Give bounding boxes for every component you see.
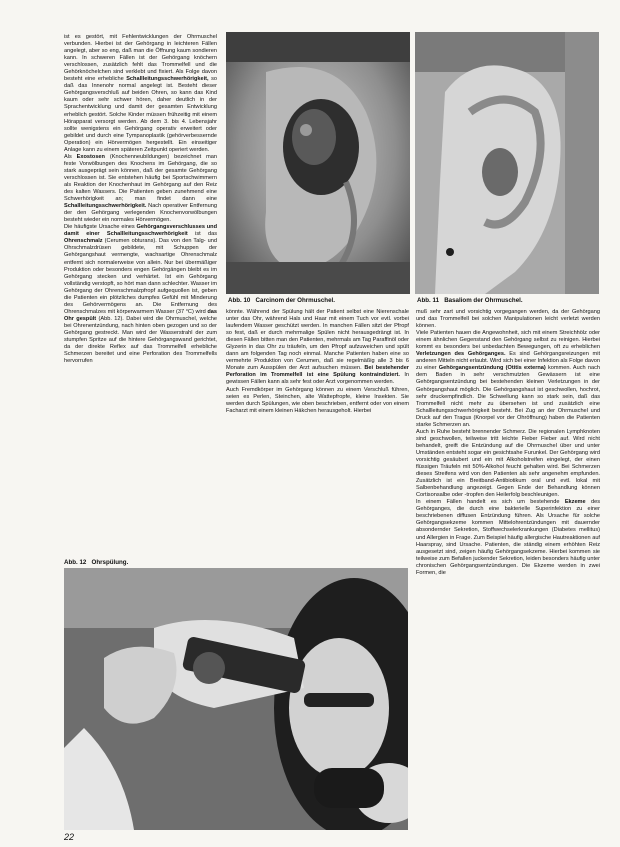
paragraph: muß sehr zart und vorsichtig vorgegangen werden, da der Gehörgang und das Trommelfell bei solchen Manipulationen leicht verletzt werden können. xyxy=(416,309,600,330)
paragraph: ist es gestört, mit Fehlentwicklungen der Ohrmuschel verbunden. Hierbei ist der Gehörgang in leichteren Fällen angelegt, aber so eng, daß man die Öffnung kaum sondieren kann. In schweren Fällen ist der Gehörgang knöchern verschlossen, zusätzlich fehlt das Trommelfell und die Gehörknöchelchen sind verklebt und fixiert. Als Folge davon besteht eine erhebliche Schallleitungsschwerhörigkeit, so daß das Innenohr normal angelegt ist. Besteht dieser Gehörgangsverschluß auf beiden Ohren, so kann das Kind kaum oder sehr schwer hören, daher deutlich in der Sprachentwicklung und damit der gesamten Entwicklung erheblich gestört. Solche Kinder müssen frühzeitig mit einem Hörapparat versorgt werden. Ab dem 3. bis 4. Lebensjahr sollte wenigstens ein Gehörgang operativ erweitert oder gebildet und durch eine Tympanoplastik (gehörverbessernde Operation) ein Hörvermögen hergestellt. Ein einseitiger Anlage kann zu einem späteren Zeitpunkt operiert werden. xyxy=(64,34,217,153)
ear-basalioma-image xyxy=(415,32,599,294)
text-column-2 xyxy=(226,309,409,559)
ear-irrigation-image xyxy=(64,568,408,830)
paragraph: In einem Fällen handelt es sich um bestehende Ekzeme des Gehörganges, die durch eine bakterielle Superinfektion zu einer beschriebenen diffusen Entzündung führen. Als Ursache für solche Gehörgangsekzeme kommen Mittelohrentzündungen mit dauernder absondernder Sekretion, Stoffwechselerkrankungen (Diabetes mellitus) und Allergien in Frage. Zum Beispiel häufig allergische Hautreaktionen auf Haarspray, sind Ursache. Patienten, die ständig einem erhöhten Reiz ausgesetzt sind, zeigen häufig Gehörgangsekzeme. Hierbei kommen sie teilweise zum Befallen juckender Sekretion, leiden besonders häufig unter chronischen Gehörgangsentzündungen. Die Ekzeme werden in zwei Formen, die xyxy=(416,499,600,576)
ear-carcinoma-image xyxy=(226,32,410,294)
paragraph: Als Exostosen (Knochenneubildungen) bezeichnet man feste Vorwölbungen des Knochens im Gehörgang, die so stark ausgeprägt sein können, daß der gesamte Gehörgang verschlossen ist. Sie entstehen häufig bei Sportschwimmern als Reaktion der Knochenhaut im Gehörgang auf den Reiz des kalten Wassers. Die Patienten geben zunehmend eine Schwerhörigkeit an; man findet dann eine Schallleitungsschwerhörigkeit. Nach operativer Entfernung der den Gehörgang verlegenden Knochenvorwölbungen besteht wieder ein normales Hörvermögen. xyxy=(64,153,217,224)
text-column-3 xyxy=(416,309,600,835)
paragraph: Viele Patienten hauen die Angewohnheit, sich mit einem Streichhölz oder einem ähnlichen Gegenstand den Gehörgang selbst zu reinigen. Hierbei kommt es besonders bei unbedachten Bewegungen, oft zu erheblichen Verletzungen des Gehörganges. Es sind Gehörgangsreizungen mit anderen Mitteln nicht erlaubt. Wird sich bei einer Infektion als Folge davon zu einer Gehörgangsentzündung (Otitis externa) kommen. Auch nach dem Baden in sehr verschmutzten Gewässern ist eine Gehörgangsentzündung bei bestehenden kleinen Verletzungen in der Gehörgangshaut möglich. Die Gehörgangshaut ist geschwollen, hochrot, sehr druckempfindlich. Die Schwellung kann so stark sein, daß das Trommelfell nicht mehr zu übersehen ist und zusätzlich eine Schallleitungsschwerhörigkeit besteht. Bei Zug an der Ohrmuschel und Druck auf den Tragus (Knorpel vor der Ohröffnung) haben die Patienten starke Schmerzen an. xyxy=(416,330,600,428)
text-column-1 xyxy=(64,34,217,558)
figure-12-caption: Abb. 12 Ohrspülung. xyxy=(64,559,129,566)
photo-ear-basalioma xyxy=(415,32,599,294)
photo-ear-carcinoma xyxy=(226,32,410,294)
paragraph: Auch in Ruhe besteht brennender Schmerz. Die regionalen Lymphknoten sind geschwollen, teilweise tritt leichte Fieber Fieber auf. Wird nicht behandelt, greift die Entzündung auf die Ohrmuschel über und unter Umständen entsteht sogar ein gesichtsahe Furunkel. Der Gehörgang wird vorsichtig gesäubert und ein mit Alkoholstreifen eingelegt, der einen flüssigen Träufeln mit 50%-Alkohol feucht gehalten wird. Bei Schmerzen dieses Streifens wird von den Patienten als sehr angenehm empfunden. Zusätzlich ist ein Breitband-Antibiotikum oral und evtl. lokal mit Salbenbehandlung angezeigt. Gegen Ende der Behandlung können Cortisonsalbe oder -tropfen den Heilerfolg beschleunigen. xyxy=(416,428,600,499)
page-number: 22 xyxy=(64,832,75,842)
figure-11-caption: Abb. 11 Basaliom der Ohrmuschel. xyxy=(417,297,523,304)
paragraph: Die häufigste Ursache eines Gehörgangsverschlusses und damit einer Schallleitungsschwerhörigkeit ist das Ohrenschmalz (Cerumen obturans). Das von den Talg- und Ohrschmalzdrüsen gebildete, mit Schuppen der Gehörgangshaut vermengte, wachsartige Ohrenschmalz entfernt sich normalerweise von allein. Nur bei übermäßiger Produktion oder besonders engen Gehörgängen bleibt es im Gehörgang stecken und verhärtet. Ist ein Gehörgang vollständig verstopft, so hört man dann schlechter. Wasser im Gehörgang der Ohrenschmalzpfropf aufgequollen ist, geben die Patienten ein plötzliches dumpfes Gefühl mit Minderung des Gehörvermögens an. Die Entfernung des Ohrenschmalzes mit körperwarmem Wasser (37 °C) wird das Ohr gespült (Abb. 12). Dabei wird die Ohrmuschel, welche bei Ohrenentzündung, nach hinten oben gezogen und so der Gehörgang gestreckt. Man wird der Wasserstrahl der zum stumpfen Spritze auf die hintere Gehörgangswand gerichtet, da der direkte Reflex auf das Trommelfell erhebliche Schmerzen bereitet und eine Perforation des Trommelfells hervorrufen xyxy=(64,224,217,365)
photo-ear-irrigation xyxy=(64,568,408,830)
paragraph: Auch Fremdkörper im Gehörgang können zu einem Verschluß führen, seien es Perlen, Steinchen, alte Wattepfropfe, kleine Insekten. Sie werden durch Spülungen, wie oben beschrieben, entfernt oder von einem Facharzt mit einem kleinen Häkchen herausgeholt. Hierbei xyxy=(226,386,409,414)
figure-10-caption: Abb. 10 Carcinom der Ohrmuschel. xyxy=(228,297,335,304)
paragraph: könnte. Während der Spülung hält der Patient selbst eine Nierenschale unter das Ohr, während Hals und Haar mit einem Tuch vor evtl. vorbei laufendem Wasser geschützt werden. In manchen Fällen sitzt der Pfropf so fest, daß er durch mehrmalige Spülen nicht herausgedrängt ist. In diesen Fällen bitten man den Patienten, mehrmals am Tag Paraffinöl oder Glyzerin in das Ohr zu träufeln, um den Pfropf aufzuweichen und spült dann am folgenden Tag noch einmal. Manche Patienten haben eine so vermehrte Produktion von Cerumen, daß sie regelmäßig alle 3 bis 6 Monate zum Ausspülen der Arzt aufsuchen müssen. Bei bestehender Perforation im Trommelfell ist eine Spülung kontraindiziert. In gewissen Fällen kann als sehr fest oder Arzt vorgenommen werden. xyxy=(226,309,409,386)
